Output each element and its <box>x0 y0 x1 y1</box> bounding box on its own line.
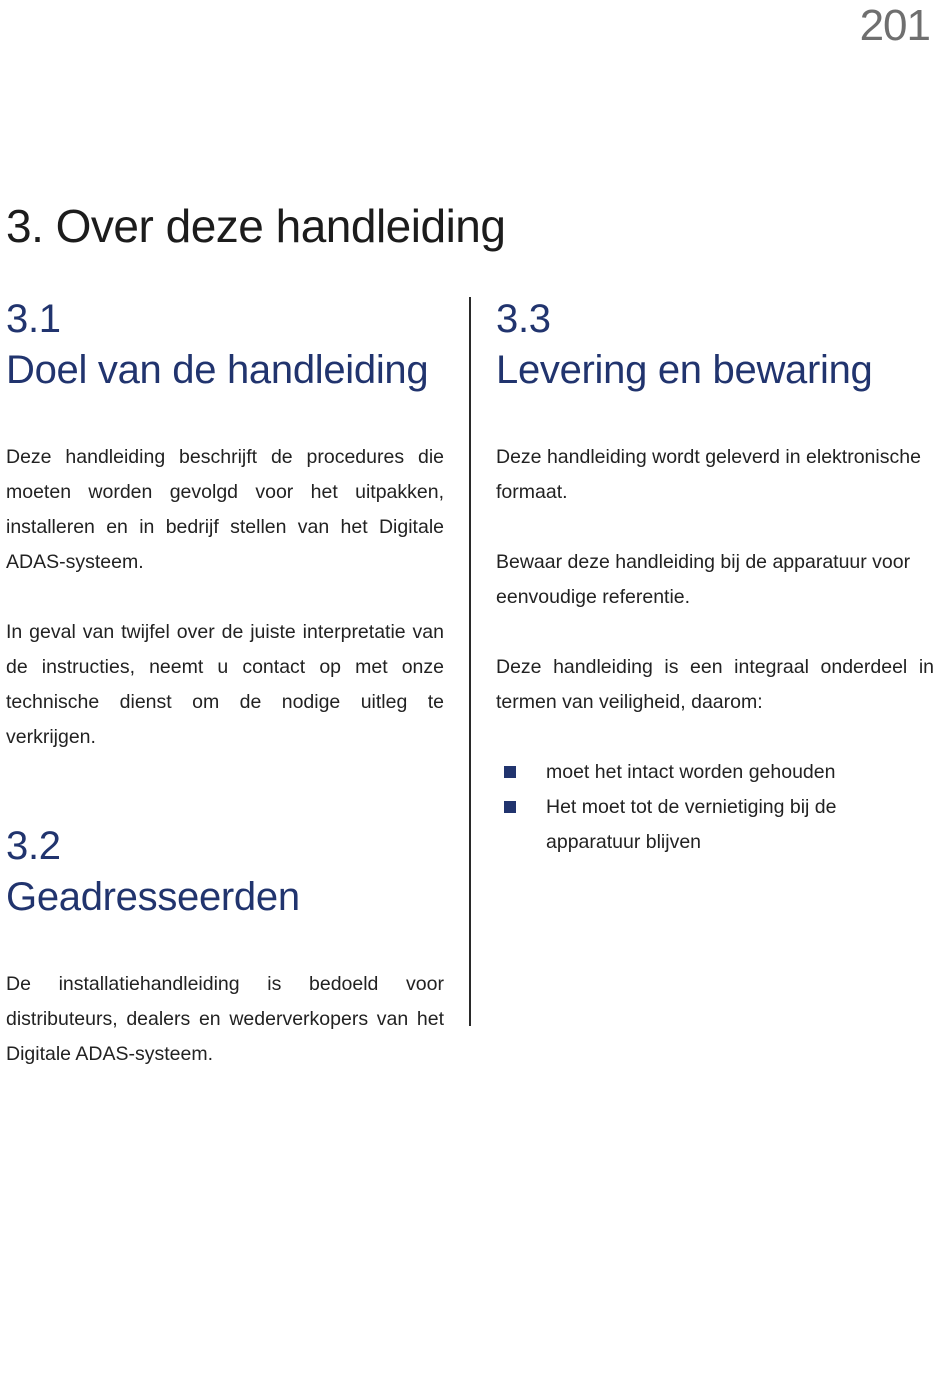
section-number: 3.1 <box>6 297 61 341</box>
section-heading <box>496 294 934 396</box>
list-item <box>496 755 934 790</box>
chapter-title: 3. Over deze handleiding <box>6 200 506 252</box>
section-3-2 <box>6 821 444 1072</box>
bullet-list <box>496 755 934 860</box>
list-item-text: Het moet tot de vernietiging bij de apparatuur blijven <box>546 796 837 853</box>
paragraph: Deze handleiding beschrijft de procedures die moeten worden gevolgd voor het uitpakken, installeren en in bedrijf stellen van het Digitale ADAS-systeem. <box>6 446 444 573</box>
square-bullet-icon <box>504 766 516 778</box>
section-3-1 <box>6 294 444 755</box>
column-divider <box>469 297 471 1026</box>
section-title: Geadresseerden <box>6 875 300 919</box>
paragraph: Deze handleiding wordt geleverd in elektronische formaat. <box>496 446 921 503</box>
square-bullet-icon <box>504 801 516 813</box>
page-number: 201 <box>859 1 930 50</box>
section-number: 3.2 <box>6 824 61 868</box>
section-heading <box>6 294 444 396</box>
section-heading <box>6 821 444 923</box>
right-column <box>496 294 934 860</box>
paragraph: Deze handleiding is een integraal onderdeel in termen van veiligheid, daarom: <box>496 656 934 713</box>
section-title: Doel van de handleiding <box>6 348 429 392</box>
list-item <box>496 790 934 860</box>
section-number: 3.3 <box>496 297 551 341</box>
paragraph: In geval van twijfel over de juiste interpretatie van de instructies, neemt u contact op met onze technische dienst om de nodige uitleg te verkrijgen. <box>6 621 444 748</box>
section-title: Levering en bewaring <box>496 348 873 392</box>
paragraph: De installatiehandleiding is bedoeld voor distributeurs, dealers en wederverkopers van het Digitale ADAS-systeem. <box>6 973 444 1065</box>
section-3-3 <box>496 294 934 860</box>
paragraph: Bewaar deze handleiding bij de apparatuur voor eenvoudige referentie. <box>496 551 911 608</box>
left-column <box>6 294 444 1072</box>
list-item-text: moet het intact worden gehouden <box>546 761 836 783</box>
